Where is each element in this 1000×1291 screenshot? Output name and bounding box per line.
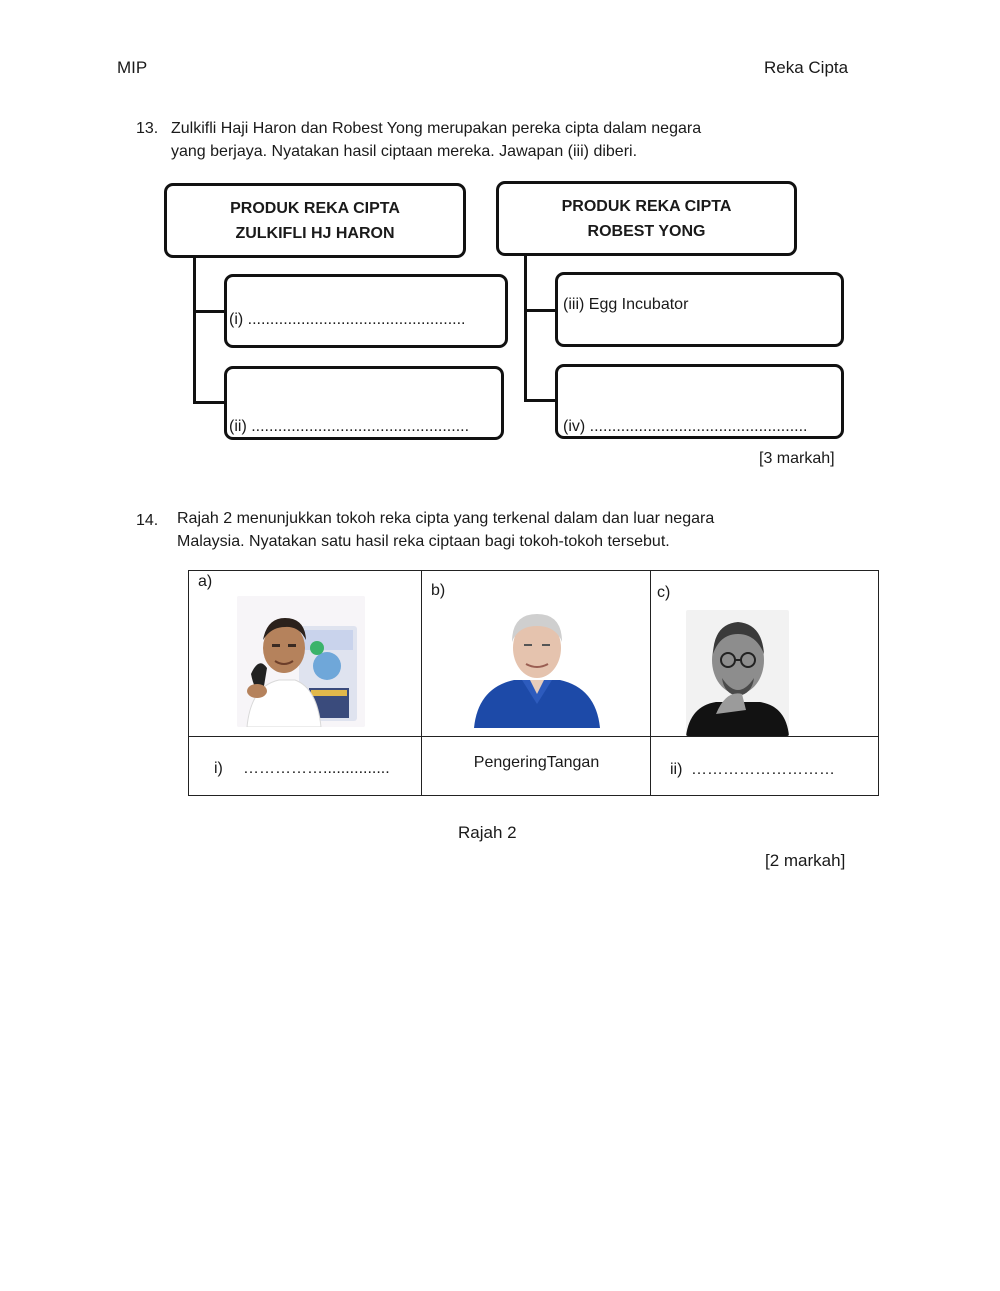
cell-c-label: c) (657, 584, 671, 601)
right-title-box (496, 181, 797, 256)
q14-question (177, 507, 857, 553)
cell-b-label: b) (431, 582, 446, 599)
right-title-line2: ROBEST YONG (587, 222, 706, 240)
answer-a: ……………............... (243, 760, 390, 777)
q13-number: 13. (136, 120, 159, 137)
answer-b: PengeringTangan (473, 754, 600, 771)
q13-marks: [3 markah] (759, 450, 835, 467)
answer-a-prefix: i) (214, 760, 223, 777)
answer-iii: (iii) Egg Incubator (563, 296, 689, 313)
portrait-b-photo (472, 604, 602, 728)
answer-box-iii (555, 272, 844, 347)
answer-i: (i) ................................................. (229, 311, 466, 328)
answer-box-ii[interactable] (224, 366, 504, 440)
cell-a-label: a) (198, 573, 213, 590)
q13-text-line2: yang berjaya. Nyatakan hasil ciptaan mereka. Jawapan (iii) diberi. (171, 143, 638, 160)
portrait-c-photo (686, 610, 789, 736)
header-right: Reka Cipta (764, 58, 849, 77)
answer-cell-a[interactable] (189, 737, 422, 796)
figure-caption: Rajah 2 (458, 823, 517, 842)
answer-cell-b (422, 737, 651, 796)
q14-marks: [2 markah] (765, 851, 846, 870)
cell-b (422, 571, 651, 737)
q13-question (171, 117, 811, 163)
answer-c-prefix: ii) (670, 761, 683, 778)
left-title-line1: PRODUK REKA CIPTA (230, 199, 400, 217)
left-connector-ii (193, 401, 226, 404)
left-connector-vertical (193, 256, 196, 404)
answer-c: ……………………… (691, 761, 835, 778)
right-title-line1: PRODUK REKA CIPTA (561, 197, 732, 215)
answer-ii: (ii) ................................................. (229, 418, 470, 435)
answer-box-iv[interactable] (555, 364, 844, 439)
header-left: MIP (117, 58, 148, 77)
cell-a (189, 571, 422, 737)
q14-number: 14. (136, 512, 159, 529)
answer-iv: (iv) ................................................. (563, 418, 808, 435)
portrait-a-photo (237, 596, 365, 727)
rajah-2-table (188, 570, 879, 796)
cell-c (651, 571, 879, 737)
answer-cell-c[interactable] (651, 737, 879, 796)
q13-text-line1: Zulkifli Haji Haron dan Robest Yong merupakan pereka cipta dalam negara (171, 120, 702, 137)
right-connector-iii (524, 309, 557, 312)
left-title-line2: ZULKIFLI HJ HARON (235, 224, 395, 242)
q14-text-line2: Malaysia. Nyatakan satu hasil reka ciptaan bagi tokoh-tokoh tersebut. (177, 533, 670, 550)
left-title-box (164, 183, 466, 258)
q14-text-line1: Rajah 2 menunjukkan tokoh reka cipta yang terkenal dalam dan luar negara (177, 510, 715, 527)
right-connector-iv (524, 399, 557, 402)
right-connector-vertical (524, 254, 527, 402)
answer-box-i[interactable] (224, 274, 508, 348)
left-connector-i (193, 310, 226, 313)
